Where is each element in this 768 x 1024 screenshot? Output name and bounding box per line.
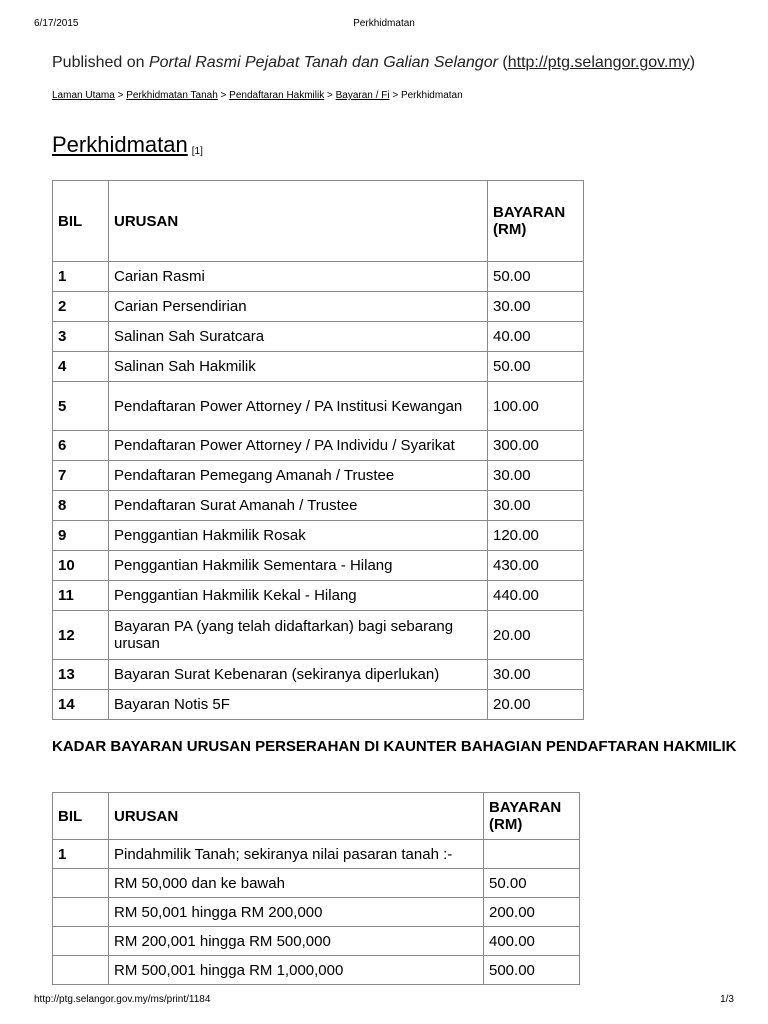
print-title: Perkhidmatan: [353, 18, 415, 29]
counter-fee-table-body: [53, 840, 580, 985]
site-url-link[interactable]: http://ptg.selangor.gov.my: [507, 54, 690, 71]
cell-bayaran: 20.00: [488, 690, 584, 720]
print-url: http://ptg.selangor.gov.my/ms/print/1184: [34, 994, 211, 1005]
cell-bil: 4: [53, 352, 109, 382]
cell-bayaran: 50.00: [484, 869, 580, 898]
cell-bayaran: 50.00: [488, 352, 584, 382]
table-row: [53, 581, 584, 611]
header-urusan: URUSAN: [109, 181, 488, 262]
breadcrumb-separator: >: [117, 90, 124, 101]
table-header-row: [53, 793, 580, 840]
cell-bil: 1: [53, 840, 109, 869]
breadcrumb-separator: >: [220, 90, 227, 101]
print-date: 6/17/2015: [34, 18, 79, 29]
breadcrumb-separator: >: [392, 90, 399, 101]
cell-bil: 1: [53, 262, 109, 292]
page-title[interactable]: Perkhidmatan: [52, 132, 188, 157]
cell-bayaran: 440.00: [488, 581, 584, 611]
cell-bil: 5: [53, 382, 109, 431]
table-row: [53, 927, 580, 956]
cell-urusan: Pendaftaran Pemegang Amanah / Trustee: [109, 461, 488, 491]
counter-fee-table: [52, 792, 580, 985]
cell-bayaran: 30.00: [488, 660, 584, 690]
cell-bayaran: 20.00: [488, 611, 584, 660]
cell-bayaran: 30.00: [488, 461, 584, 491]
cell-urusan: Bayaran Notis 5F: [109, 690, 488, 720]
table-row: [53, 431, 584, 461]
table-row: [53, 461, 584, 491]
table-row: [53, 956, 580, 985]
breadcrumb-link-pendaftaran-hakmilik[interactable]: Pendaftaran Hakmilik: [229, 90, 325, 101]
cell-bil: [53, 898, 109, 927]
cell-urusan: Penggantian Hakmilik Kekal - Hilang: [109, 581, 488, 611]
breadcrumb-link-perkhidmatan-tanah[interactable]: Perkhidmatan Tanah: [126, 90, 218, 101]
table-row: [53, 292, 584, 322]
cell-bil: 8: [53, 491, 109, 521]
cell-urusan: Bayaran Surat Kebenaran (sekiranya diperlukan): [109, 660, 488, 690]
cell-bil: 7: [53, 461, 109, 491]
table-row: [53, 322, 584, 352]
cell-urusan: RM 50,000 dan ke bawah: [109, 869, 484, 898]
breadcrumb-current: Perkhidmatan: [400, 90, 463, 101]
cell-urusan: Salinan Sah Hakmilik: [109, 352, 488, 382]
cell-urusan: Salinan Sah Suratcara: [109, 322, 488, 352]
table-row: [53, 352, 584, 382]
site-name: Portal Rasmi Pejabat Tanah dan Galian Selangor: [148, 54, 498, 71]
cell-urusan: Penggantian Hakmilik Rosak: [109, 521, 488, 551]
header-bayaran: BAYARAN (RM): [484, 793, 580, 840]
cell-bayaran: 30.00: [488, 292, 584, 322]
cell-bil: 12: [53, 611, 109, 660]
footnote-ref: [1]: [191, 146, 203, 157]
header-bil: BIL: [53, 181, 109, 262]
fee-table: [52, 180, 584, 720]
cell-bil: [53, 869, 109, 898]
breadcrumb-separator: >: [327, 90, 333, 101]
cell-bil: 13: [53, 660, 109, 690]
cell-bayaran: [484, 840, 580, 869]
breadcrumb-link-laman-utama[interactable]: Laman Utama: [52, 90, 115, 101]
cell-bil: 3: [53, 322, 109, 352]
cell-urusan: Penggantian Hakmilik Sementara - Hilang: [109, 551, 488, 581]
cell-bil: 14: [53, 690, 109, 720]
table-row: [53, 660, 584, 690]
cell-urusan: Pendaftaran Surat Amanah / Trustee: [109, 491, 488, 521]
paren-close: ): [689, 54, 696, 71]
breadcrumb: [52, 90, 463, 101]
cell-bayaran: 400.00: [484, 927, 580, 956]
table-row: [53, 551, 584, 581]
cell-bil: 11: [53, 581, 109, 611]
table-row: [53, 262, 584, 292]
cell-bayaran: 40.00: [488, 322, 584, 352]
cell-bil: [53, 956, 109, 985]
table-row: [53, 898, 580, 927]
cell-urusan: RM 200,001 hingga RM 500,000: [109, 927, 484, 956]
cell-bayaran: 120.00: [488, 521, 584, 551]
cell-urusan: RM 50,001 hingga RM 200,000: [109, 898, 484, 927]
cell-bayaran: 100.00: [488, 382, 584, 431]
cell-bayaran: 300.00: [488, 431, 584, 461]
cell-urusan: Pendaftaran Power Attorney / PA Institusi Kewangan: [109, 382, 488, 431]
cell-bayaran: 430.00: [488, 551, 584, 581]
cell-bayaran: 30.00: [488, 491, 584, 521]
cell-urusan: Pindahmilik Tanah; sekiranya nilai pasaran tanah :-: [109, 840, 484, 869]
published-prefix: Published on: [52, 54, 149, 71]
page-number: 1/3: [720, 994, 734, 1005]
table-row: [53, 382, 584, 431]
table-header-row: [53, 181, 584, 262]
cell-urusan: Pendaftaran Power Attorney / PA Individu / Syarikat: [109, 431, 488, 461]
cell-bayaran: 200.00: [484, 898, 580, 927]
table-row: [53, 491, 584, 521]
cell-bil: 6: [53, 431, 109, 461]
section-heading: KADAR BAYARAN URUSAN PERSERAHAN DI KAUNTER BAHAGIAN PENDAFTARAN HAKMILIK: [52, 738, 737, 755]
cell-urusan: Carian Persendirian: [109, 292, 488, 322]
table-row: [53, 840, 580, 869]
header-bayaran: BAYARAN (RM): [488, 181, 584, 262]
page-heading: [52, 132, 203, 158]
cell-urusan: RM 500,001 hingga RM 1,000,000: [109, 956, 484, 985]
cell-bil: 9: [53, 521, 109, 551]
paren-open: (: [497, 54, 508, 71]
cell-urusan: Carian Rasmi: [109, 262, 488, 292]
table-row: [53, 690, 584, 720]
cell-bil: 10: [53, 551, 109, 581]
cell-bil: 2: [53, 292, 109, 322]
cell-bayaran: 50.00: [488, 262, 584, 292]
header-urusan: URUSAN: [109, 793, 484, 840]
table-row: [53, 869, 580, 898]
cell-urusan: Bayaran PA (yang telah didaftarkan) bagi sebarang urusan: [109, 611, 488, 660]
table-row: [53, 521, 584, 551]
fee-table-body: [53, 262, 584, 720]
published-line: [52, 54, 695, 72]
table-row: [53, 611, 584, 660]
cell-bil: [53, 927, 109, 956]
breadcrumb-link-bayaran-fi[interactable]: Bayaran / Fi: [335, 90, 390, 101]
header-bil: BIL: [53, 793, 109, 840]
cell-bayaran: 500.00: [484, 956, 580, 985]
